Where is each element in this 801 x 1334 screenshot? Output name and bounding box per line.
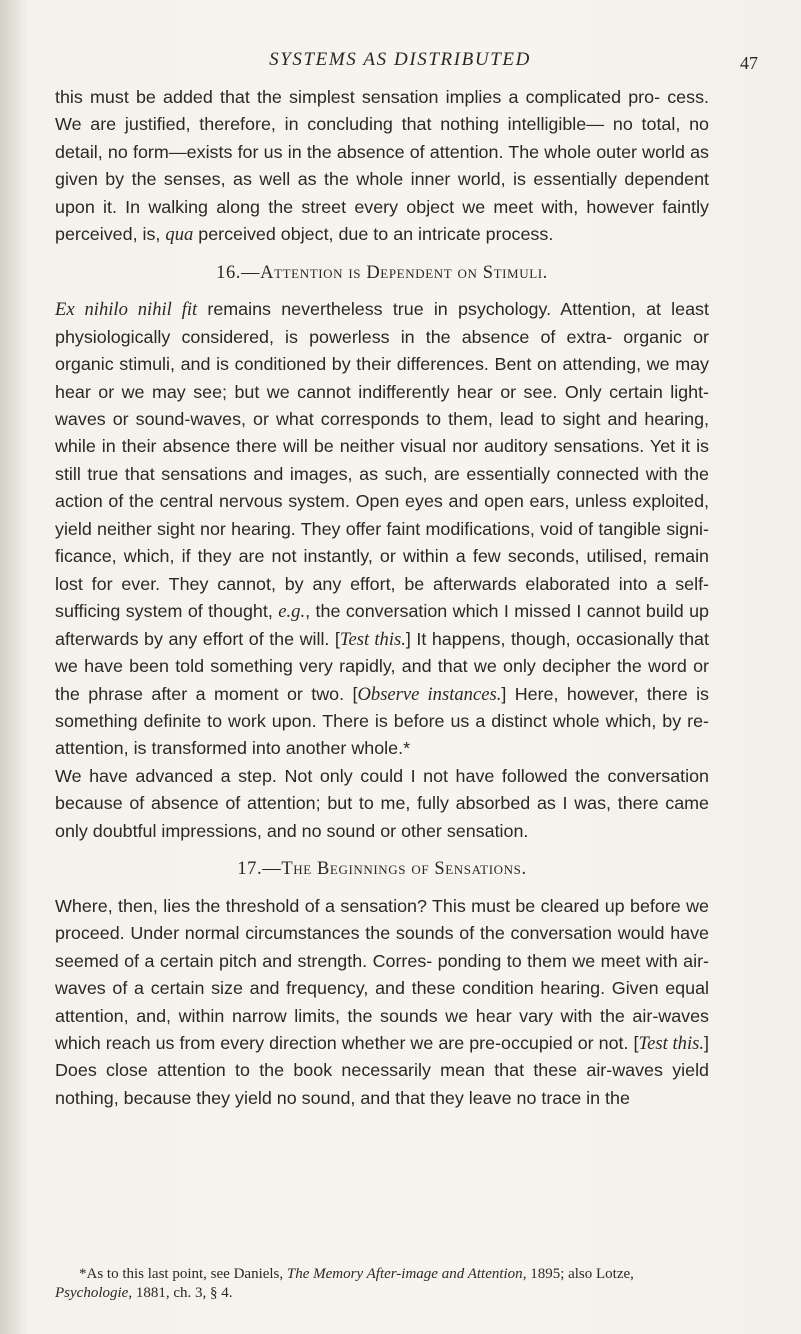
paragraph-4 [55, 893, 709, 1113]
paragraph-2-text-b: , the conversation which I missed I cannot build up afterwards by any effort of the will. [ [55, 601, 710, 649]
footnote-italic-title: The Memory After-image and Attention [286, 1266, 523, 1282]
paragraph-1 [55, 84, 709, 249]
paragraph-2-text-d: ] Here, however, there is something definite to work upon. There is before us a distinct whole which, by re-attention, is transformed into another whole.* [55, 683, 709, 759]
paragraph-4-text-b: ] Does close attention to the book necessarily mean that these air-waves yield nothing, because they yield no sound, and that they leave no trace in the [55, 1032, 709, 1108]
page-number: 47 [740, 53, 758, 73]
paragraph-2-italic-observe: Observe instances. [357, 683, 502, 705]
footnote [55, 1265, 709, 1303]
paragraph-3: We have advanced a step. Not only could I not have followed the conversation because of absence of attention; but to me, fully absorbed as I was, there came only doubtful impressions, and no sound or other sensation. [55, 765, 709, 841]
running-title: SYSTEMS AS DISTRIBUTED [269, 49, 531, 70]
spine-shadow [0, 0, 28, 1334]
paragraph-1-text: this must be added that the simplest sensation implies a complicated pro- cess. We are justified, therefore, in concluding that nothing intelligible— no total, no detail, no form—exists for us in the absence of attention. The whole outer world as given by the senses, as well as the whole inner world, is essentially dependent upon it. In walking along the street every object we meet with, however faintly perceived, is, [55, 87, 709, 245]
section-heading-17: 17.—The Beginnings of Sensations. [237, 859, 527, 880]
footnote-text [55, 1265, 709, 1303]
body-text [55, 84, 709, 1112]
paragraph-1-italic-qua: qua [165, 224, 194, 246]
section-heading-16: 16.—Attention is Dependent on Stimuli. [216, 262, 548, 283]
running-head [40, 47, 760, 77]
paragraph-2-text-a: remains nevertheless true in psychology. Attention, at least physiologically considered, is powerless in the absence of extra- organic or organic stimuli, and is conditioned by their differences. Bent on attending, we may hear or we may see; but we cannot indifferently hear or see. Only certain light-waves or sound-waves, or what corresponds to them, lead to sight and hearing, while in their absence there will be neither visual nor auditory sensations. Yet it is still true that sensations and images, as such, are essentially connected with the action of the central nervous system. Open eyes and open ears, unless exploited, yield neither sight nor hearing. They offer faint modifications, void of tangible signi- ficance, which, if they are not instantly, or within a few seconds, utilised, remain lost for ever. They cannot, by any effort, be afterwards elaborated into a self-sufficing system of thought, [55, 299, 709, 622]
paragraph-2-italic-test: Test this. [339, 628, 406, 650]
footnote-text-c: , 1881, ch. 3, § 4. [128, 1285, 233, 1301]
footnote-text-b: , 1895; also Lotze, [522, 1266, 634, 1282]
footnote-italic-psychologie: Psychologie [55, 1285, 129, 1301]
footnote-text-a: *As to this last point, see Daniels, [79, 1266, 287, 1282]
paragraph-2-italic-eg: e.g. [278, 601, 306, 623]
paragraph-1-text-end: perceived object, due to an intricate process. [193, 224, 554, 245]
paragraph-4-italic-test: Test this. [638, 1032, 705, 1054]
paragraph-2 [55, 296, 709, 763]
paragraph-2-italic-start: Ex nihilo nihil fit [55, 299, 198, 321]
paragraph-2-text-c: ] It happens, though, occasionally that we have been told something very rapidly, and that we only decipher the word or the phrase after a moment or two. [ [55, 628, 709, 704]
paragraph-4-text-a: Where, then, lies the threshold of a sensation? This must be cleared up before we proceed. Under normal circumstances the sounds of the conversation would have seemed of a certain pitch and strength. Corres- ponding to them we meet with air-waves of a certain size and frequency, and these condition hearing. Given equal attention, and, within narrow limits, the sounds we hear vary with the air-waves which reach us from every direction whether we are pre-occupied or not. [ [55, 895, 709, 1053]
